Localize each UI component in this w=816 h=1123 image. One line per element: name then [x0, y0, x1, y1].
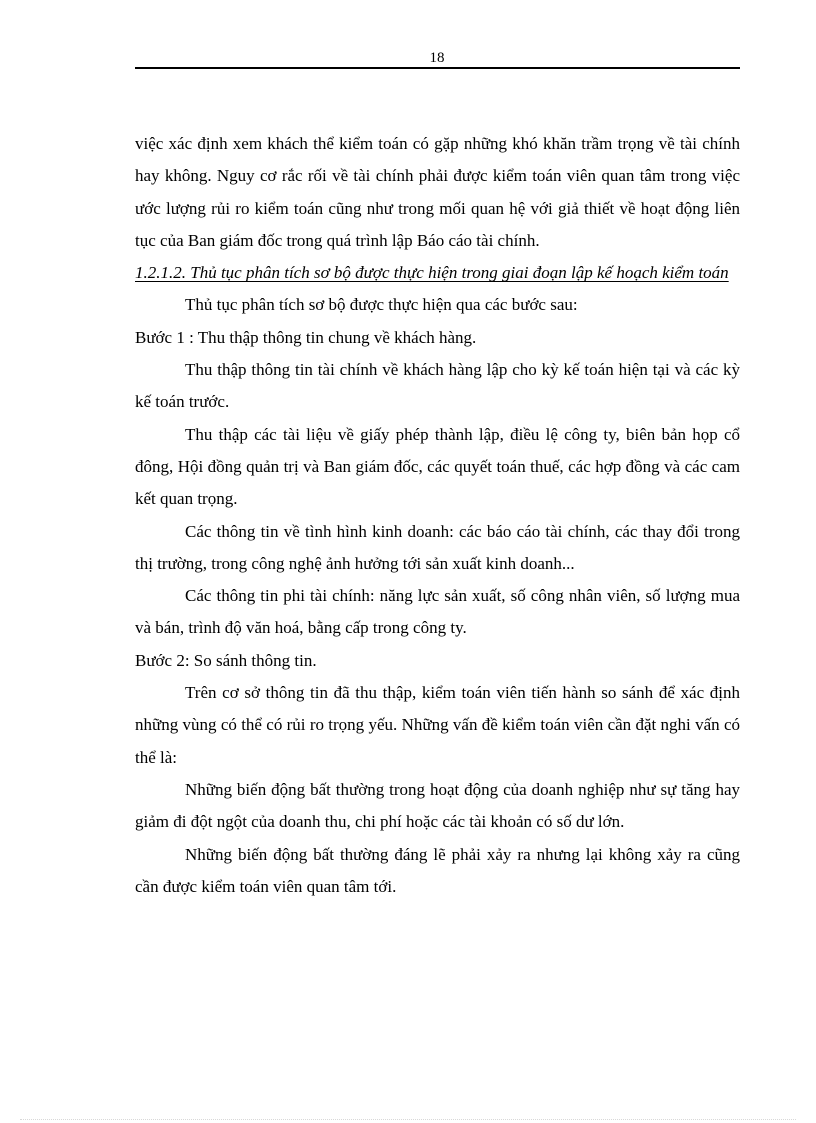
paragraph-unusual-fluctuations: Những biến động bất thường trong hoạt động của doanh nghiệp như sự tăng hay giảm đi đột ngột của doanh thu, chi phí hoặc các tài khoản có số dư lớn. [135, 779, 740, 832]
paragraph-comparison: Trên cơ sở thông tin đã thu thập, kiểm toán viên tiến hành so sánh để xác định những vùng có thể có rủi ro trọng yếu. Những vấn đề kiểm toán viên cần đặt nghi vấn có thể là: [135, 683, 740, 767]
section-heading: 1.2.1.2. Thủ tục phân tích sơ bộ được thực hiện trong giai đoạn lập kế hoạch kiểm toán [135, 263, 729, 283]
page-number: 18 [429, 50, 445, 66]
header-rule [135, 67, 740, 69]
step-1-heading: Bước 1 : Thu thập thông tin chung về khách hàng. [135, 327, 477, 347]
paragraph-nonfinancial-info: Các thông tin phi tài chính: năng lực sản xuất, số công nhân viên, số lượng mua và bán, trình độ văn hoá, bằng cấp trong công ty. [135, 586, 740, 638]
paragraph-expected-fluctuations: Những biến động bất thường đáng lẽ phải xảy ra nhưng lại không xảy ra cũng cần được kiểm toán viên quan tâm tới. [135, 844, 740, 896]
paragraph-steps-intro: Thủ tục phân tích sơ bộ được thực hiện qua các bước sau: [185, 295, 578, 315]
paragraph-financial-info: Thu thập thông tin tài chính về khách hàng lập cho kỳ kế toán hiện tại và các kỳ kế toán trước. [135, 360, 740, 412]
paragraph-business-info: Các thông tin về tình hình kinh doanh: các báo cáo tài chính, các thay đổi trong thị trường, trong công nghệ ảnh hưởng tới sản xuất kinh doanh... [135, 521, 740, 573]
document-body [135, 128, 740, 903]
paragraph-legal-documents: Thu thập các tài liệu về giấy phép thành lập, điều lệ công ty, biên bản họp cổ đông, Hội đồng quản trị và Ban giám đốc, các quyết toán thuế, các hợp đồng và các cam kết quan trọng. [135, 424, 740, 509]
paragraph-financial-difficulty: việc xác định xem khách thể kiểm toán có gặp những khó khăn trầm trọng về tài chính hay không. Nguy cơ rắc rối về tài chính phải được kiểm toán viên quan tâm trong việc ước lượng rủi ro kiểm toán cũng như trong mối quan hệ với giả thiết về hoạt động liên tục của Ban giám đốc trong quá trình lập Báo cáo tài chính. [135, 134, 740, 250]
page-bottom-border [20, 1119, 796, 1120]
step-2-heading: Bước 2: So sánh thông tin. [135, 650, 317, 670]
